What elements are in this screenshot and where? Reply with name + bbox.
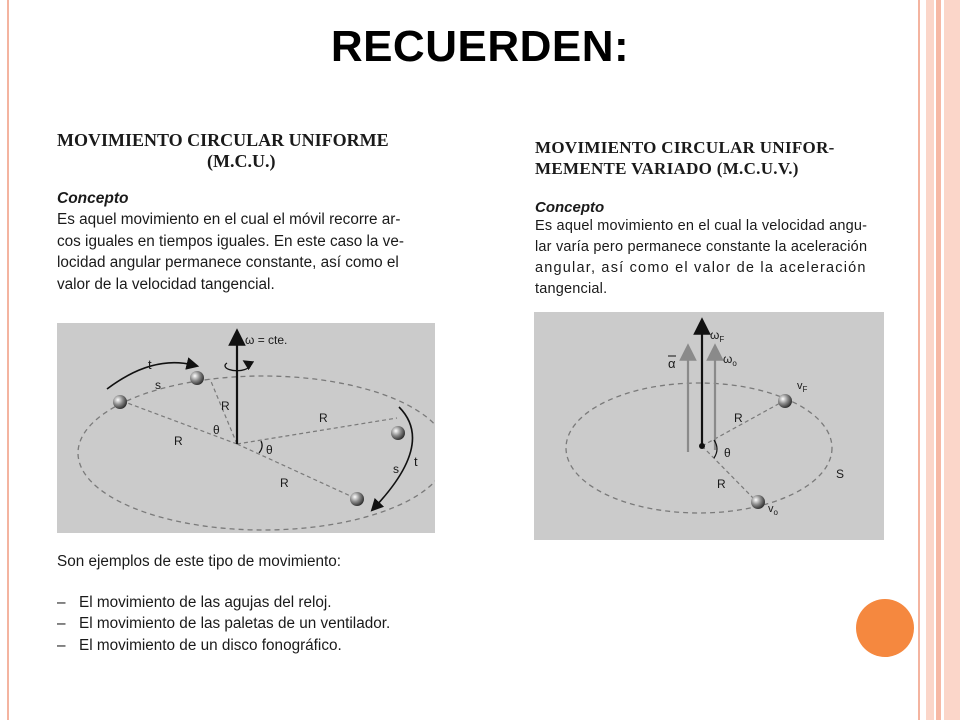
mcu-s-label: s <box>155 378 161 392</box>
mcu-r-label: R <box>174 434 183 448</box>
mcuv-ball-f <box>778 394 792 408</box>
mcuv-concept-line: angular, así como el valor de la aceleración <box>535 260 867 276</box>
mcuv-r-label: R <box>734 411 743 425</box>
mcu-r-label: R <box>319 411 328 425</box>
mcu-r-label: R <box>280 476 289 490</box>
mcu-theta-label: θ <box>266 443 273 457</box>
mcuv-vo-label: $v_o$ <box>768 503 778 517</box>
list-dash: – <box>57 615 66 632</box>
mcu-heading-line2: (M.C.U.) <box>207 151 276 171</box>
accent-circle <box>856 599 914 657</box>
mcu-ball <box>190 371 204 385</box>
list-item-text: El movimiento de un disco fonográfico. <box>79 636 342 654</box>
mcuv-alpha-label: α <box>668 356 676 371</box>
mcu-r-label: R <box>221 399 230 413</box>
mcuv-concept-label: Concepto <box>535 199 605 216</box>
mcuv-diagram <box>534 312 884 540</box>
mcuv-concept-line: lar varía pero permanece constante la aceleración <box>535 239 868 255</box>
mcu-s-label: s <box>393 462 399 476</box>
mcu-heading-line1: MOVIMIENTO CIRCULAR UNIFORME <box>57 130 389 150</box>
mcuv-center-dot <box>699 443 705 449</box>
list-dash: – <box>57 636 66 654</box>
list-dash: – <box>57 593 66 611</box>
mcuv-r-label: R <box>717 477 726 491</box>
mcuv-heading-line1: MOVIMIENTO CIRCULAR UNIFOR- <box>535 138 835 157</box>
mcuv-ball-o <box>751 495 765 509</box>
mcuv-s-label: S <box>836 467 845 481</box>
mcuv-concept-line: Es aquel movimiento en el cual la velocidad angu- <box>535 218 868 234</box>
slide-title: RECUERDEN: <box>330 22 630 71</box>
mcu-t-label: t <box>414 454 418 469</box>
mcuv-section <box>535 137 895 300</box>
mcu-ball <box>350 492 364 506</box>
left-border-line <box>7 0 9 720</box>
mcu-concept-text <box>57 209 437 295</box>
mcu-concept-label: Concepto <box>57 190 129 207</box>
right-stripe-2 <box>936 0 941 720</box>
mcu-examples-intro: Son ejemplos de este tipo de movimiento: <box>57 553 342 570</box>
mcu-theta-label: θ <box>213 423 220 437</box>
list-item-text: El movimiento de las paletas de un ventilador. <box>79 615 391 632</box>
mcu-concept-line: locidad angular permanece constante, así como el <box>57 254 399 271</box>
mcu-ball <box>391 426 405 440</box>
mcuv-vf-label: $v_F$ <box>797 380 808 394</box>
mcu-omega-label: ω = cte. <box>245 333 288 347</box>
mcu-section <box>57 130 437 295</box>
mcu-ball <box>113 395 127 409</box>
mcu-concept-line: Es aquel movimiento en el cual el móvil recorre ar- <box>57 211 401 228</box>
mcu-t-label: t <box>148 357 152 372</box>
mcu-examples <box>57 551 447 656</box>
mcu-diagram <box>57 323 435 533</box>
list-item <box>57 613 447 635</box>
list-item-text: El movimiento de las agujas del reloj. <box>79 593 332 611</box>
mcu-diagram-bg <box>57 323 435 533</box>
mcu-concept-line: cos iguales en tiempos iguales. En este caso la ve- <box>57 232 404 250</box>
mcuv-heading <box>535 137 895 179</box>
right-border-line <box>918 0 920 720</box>
mcu-examples-list <box>57 592 447 657</box>
mcu-heading <box>57 130 437 172</box>
mcuv-concept-line: tangencial. <box>535 281 608 297</box>
list-item <box>57 592 447 614</box>
mcuv-heading-line2: MEMENTE VARIADO (M.C.U.V.) <box>535 159 799 178</box>
mcuv-concept-text <box>535 216 895 300</box>
right-stripe-1 <box>926 0 934 720</box>
mcuv-omega-o-label: $\omega_o$ <box>723 352 737 368</box>
right-stripe-3 <box>944 0 960 720</box>
list-item <box>57 635 447 657</box>
mcuv-omega-f-label: $\omega_F$ <box>710 328 725 344</box>
mcuv-diagram-bg <box>534 312 884 540</box>
mcu-concept-line: valor de la velocidad tangencial. <box>57 275 275 293</box>
mcuv-theta-label: θ <box>724 446 731 460</box>
